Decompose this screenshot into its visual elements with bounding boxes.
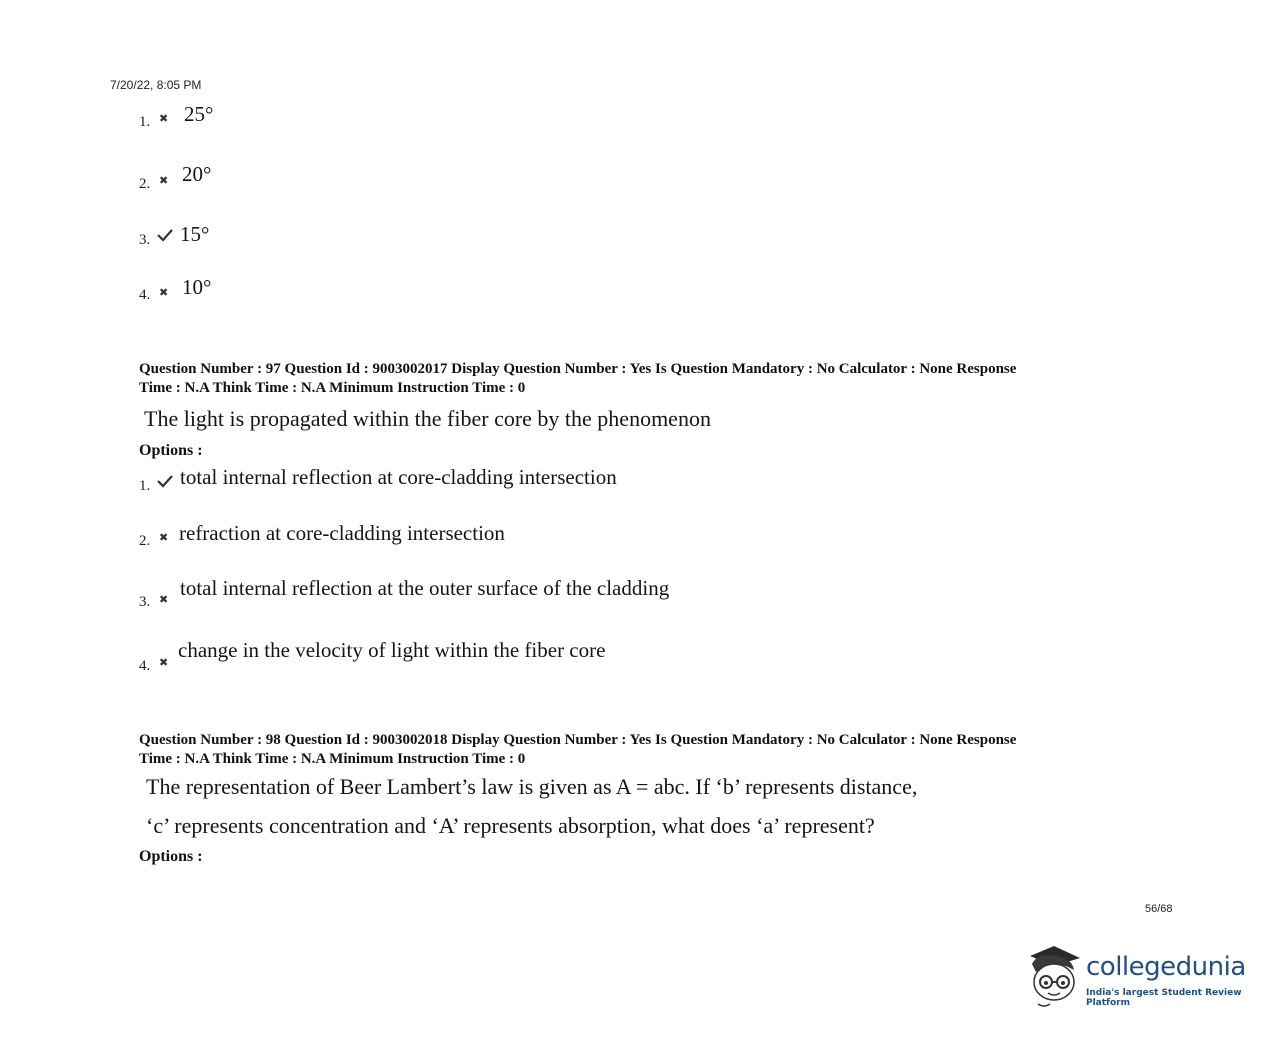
option-number: 4. — [139, 658, 151, 674]
page-number: 56/68 — [1145, 903, 1173, 915]
print-timestamp: 7/20/22, 8:05 PM — [110, 78, 202, 92]
option-text: refraction at core-cladding intersection — [179, 521, 505, 545]
option-text: 15° — [180, 222, 210, 246]
question-meta-line: Question Number : 98 Question Id : 9003002018 Display Question Number : Yes Is Question Mandatory : No Calculator : None Response — [139, 732, 1017, 748]
option-number: 3. — [139, 232, 151, 248]
options-label: Options : — [139, 442, 203, 459]
option-number: 2. — [139, 176, 151, 192]
question-text: The light is propagated within the fiber core by the phenomenon — [144, 406, 711, 431]
option-number: 3. — [139, 594, 151, 610]
option-number: 2. — [139, 533, 151, 549]
cross-icon: ✖ — [159, 112, 169, 125]
question-meta-line: Time : N.A Think Time : N.A Minimum Instruction Time : 0 — [139, 380, 526, 396]
option-text: change in the velocity of light within the fiber core — [178, 638, 606, 662]
option-number: 4. — [139, 287, 151, 303]
cross-icon: ✖ — [159, 531, 169, 544]
question-meta — [139, 360, 1149, 398]
cross-icon: ✖ — [159, 286, 169, 299]
option-number: 1. — [139, 478, 151, 494]
question-meta — [139, 731, 1149, 769]
option-text: 25° — [184, 102, 214, 126]
check-icon — [157, 228, 173, 245]
option-text: total internal reflection at core-cladding intersection — [180, 465, 617, 489]
option-number: 1. — [139, 114, 151, 130]
logo-wordmark: collegedunia — [1086, 952, 1246, 982]
cross-icon: ✖ — [159, 593, 169, 606]
question-meta-line: Question Number : 97 Question Id : 9003002017 Display Question Number : Yes Is Question Mandatory : No Calculator : None Response — [139, 361, 1017, 377]
options-label: Options : — [139, 848, 203, 865]
option-text: 20° — [182, 162, 212, 186]
cross-icon: ✖ — [159, 656, 169, 669]
question-text-line: The representation of Beer Lambert’s law is given as A = abc. If ‘b’ represents distance, — [146, 774, 918, 799]
question-meta-line: Time : N.A Think Time : N.A Minimum Instruction Time : 0 — [139, 751, 526, 767]
check-icon — [157, 474, 173, 491]
option-text: total internal reflection at the outer surface of the cladding — [180, 576, 670, 600]
cross-icon: ✖ — [159, 174, 169, 187]
option-text: 10° — [182, 275, 212, 299]
logo-tagline: India's largest Student Review Platform — [1086, 988, 1242, 1008]
question-text-line: ‘c’ represents concentration and ‘A’ represents absorption, what does ‘a’ represent? — [146, 813, 875, 838]
